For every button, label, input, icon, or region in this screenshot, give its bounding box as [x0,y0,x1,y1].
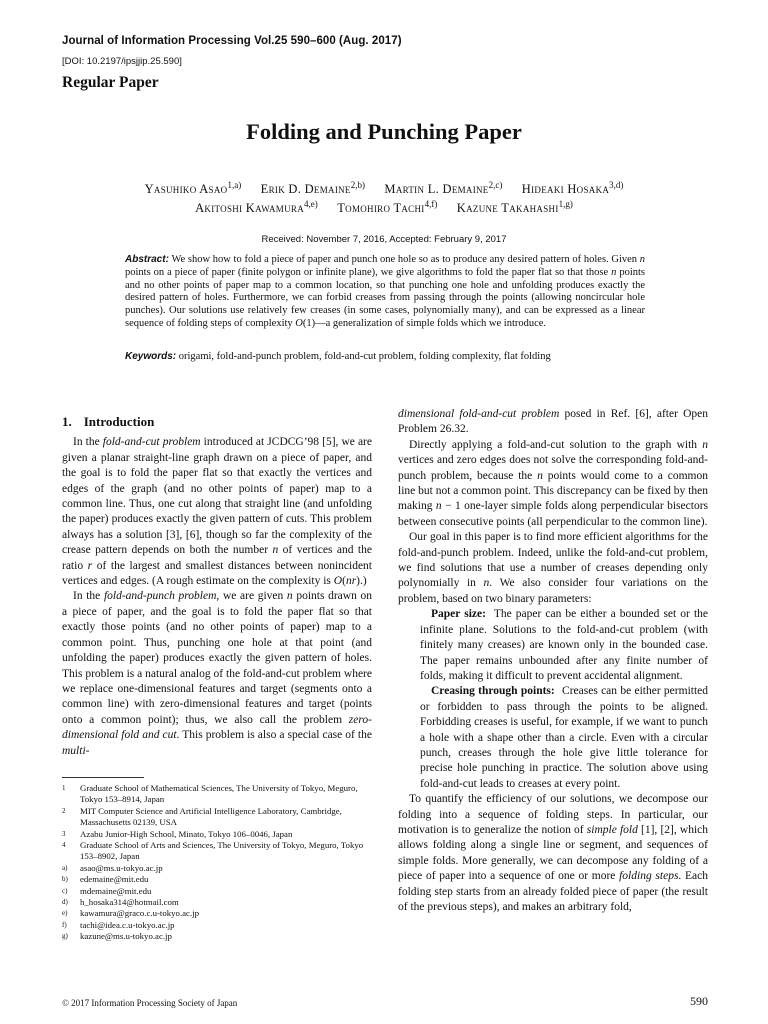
footnote [62,863,372,874]
journal-header: Journal of Information Processing Vol.25 590–600 (Aug. 2017) [62,35,402,47]
footnote-mark: c) [62,886,68,895]
author [145,182,242,196]
footnote-text: Graduate School of Mathematical Sciences, The University of Tokyo, Meguro, Tokyo 153–8914, Japan [80,783,358,805]
footnote-text: kawamura@graco.c.u-tokyo.ac.jp [80,908,199,919]
footnote [62,840,372,863]
list-item-label: Paper size: [431,608,486,621]
paragraph: dimensional fold-and-cut problem posed in Ref. [6], after Open Problem 26.32. [398,408,708,436]
footnote [62,931,372,942]
footnote-text: kazune@ms.u-tokyo.ac.jp [80,931,172,942]
paper-type: Regular Paper [62,74,159,91]
author-name: Erik D. Demaine [260,182,351,197]
footnote [62,829,372,840]
abstract-text: We show how to fold a piece of paper and punch one hole so as to produce any desired pattern of holes. Given n points on a piece of paper (finite polygon or infinite plane), we give algorithms to fold the paper flat so that those n points and no other points of paper map to a common location, so that punching one hole and unfolding produces exactly the desired pattern of holes. Furthermore, we can forbid creases from passing through the points (allowing noncircular hole punches). Our solutions use relatively few creases (in some cases, polynomially many), and can be expressed as a linear sequence of folding steps of complexity O(1)—a generalization of simple folds which we introduce. [125,254,646,329]
footnote-mark: e) [62,909,68,918]
author-affiliation-mark: 4,e) [304,199,318,209]
footnote-text: Azabu Junior-High School, Minato, Tokyo 106–0046, Japan [80,828,293,839]
paragraph: Directly applying a fold-and-cut solution to the graph with n vertices and zero edges does not solve the corresponding fold-and-punch problem, because the n points would come to a common line but not a common point. This discrepancy can be fixed by then making n − 1 one-layer simple folds along perpendicular bisectors between consecutive points (all perpendicular to the common line). [398,438,708,528]
list-item-text: Creases can be either permitted or forbidden to pass through the points to be aligned. Forbidding creases is useful, for example, if we want to punch a hole with a shape other than a circle. Even with a circular punch, creases through the hole give little tolerance for precise hole punching in practice. The solution above using fold-and-cut leads to creases at every point. [420,685,709,790]
footnote [62,908,372,919]
received-dates: Received: November 7, 2016, Accepted: February 9, 2017 [261,234,507,245]
page-number: 590 [690,994,708,1008]
footnote-mark: a) [62,863,68,872]
footnote [62,806,372,829]
author [337,201,437,215]
author-row-2 [0,199,768,216]
author-affiliation-mark: 1,a) [227,180,242,190]
footnote-mark: f) [62,920,67,929]
footnote-mark: b) [62,875,68,884]
footnotes [62,783,372,943]
list-item-text: The paper can be either a bounded set or the infinite plane. Solutions to the fold-and-cut problem (with finitely many creases) are known only in the bounded case. The paper remains unbounded after any finite number of folds, making it difficult to prevent accidental alignment. [420,608,708,682]
abstract [125,254,645,331]
footnote-mark: 1 [62,784,66,792]
footnote-text: mdemaine@mit.edu [80,885,152,896]
list-item [398,607,708,684]
author [195,201,318,215]
author-affiliation-mark: 4,f) [424,199,438,209]
author-row-1 [0,180,768,197]
author-name: Tomohiro Tachi [337,201,425,216]
author-name: Akitoshi Kawamura [195,201,305,216]
footnote-mark: 4 [62,841,66,850]
author-name: Hideaki Hosaka [521,182,610,197]
section-title: Introduction [83,414,155,429]
author-affiliation-mark: 1,g) [558,199,573,209]
footnote-mark: d) [62,898,68,907]
section-number: 1. [62,414,72,429]
doi-line: [DOI: 10.2197/ipsjjip.25.590] [62,56,182,67]
keywords [125,351,645,362]
left-column [62,414,372,759]
footnote-rule [62,777,144,778]
keywords-label: Keywords: [125,351,177,362]
footnote-text: tachi@idea.c.u-tokyo.ac.jp [80,919,175,930]
paragraph: Our goal in this paper is to find more efficient algorithms for the fold-and-punch problem. Indeed, unlike the fold-and-cut problem, we find solutions that use a number of creases depending only polynomially in n. We also consider four variations on the problem, based on two binary parameters: [398,531,708,605]
footnote [62,886,372,897]
keywords-text: origami, fold-and-punch problem, fold-and-cut problem, folding complexity, flat folding [178,351,551,362]
footnote-text: MIT Computer Science and Artificial Intelligence Laboratory, Cambridge, Massachusetts 02139, USA [80,805,342,828]
footnote-mark: 2 [62,806,66,815]
paragraph: In the fold-and-cut problem introduced at JCDCG’98 [5], we are given a planar straight-line graph drawn on a piece of paper, and the goal is to fold the paper flat so that exactly the vertices and edges of the graph (and no other points of paper) map to a common line. Thus, one cut along that straight line (and unfolding the paper) produces exactly the given pattern of cuts. This problem always has a solution [3], [6], though so far the complexity of the crease pattern depends on both the number n of vertices and the ratio r of the largest and smallest distances between nonincident vertices and edges. (A rough estimate on the complexity is O(nr).) [62,436,372,588]
footnote-text: asao@ms.u-tokyo.ac.jp [80,862,163,873]
author [261,182,365,196]
author-affiliation-mark: 2,c) [488,180,503,190]
footnote [62,783,372,806]
author-affiliation-mark: 3,d) [609,180,624,190]
abstract-label: Abstract: [125,254,169,265]
author [384,182,502,196]
footnote [62,897,372,908]
author [457,201,573,215]
footnote-text: edemaine@mit.edu [80,874,149,885]
footnote [62,874,372,885]
section-heading [62,414,372,429]
author-affiliation-mark: 2,b) [350,180,365,190]
author [522,182,624,196]
footnote-mark: 3 [62,829,66,838]
copyright-notice: © 2017 Information Processing Society of Japan [62,998,238,1008]
footnote-text: Graduate School of Arts and Sciences, The University of Tokyo, Meguro, Tokyo 153–8902, Japan [80,840,364,862]
author-name: Kazune Takahashi [456,201,559,216]
paragraph: To quantify the efficiency of our solutions, we decompose our folding into a sequence of folding steps. In particular, our motivation is to generalize the notion of simple fold [1], [2], which allows folding along a single line or segment, and sequences of simple folds. More generally, we can decompose any folding of a piece of paper into a sequence of one or more folding steps. Each folding step starts from an already folded piece of paper (the result of the previous steps), and makes an arbitrary fold, [398,793,709,913]
paper-title: Folding and Punching Paper [246,119,522,144]
footnote-mark: g) [62,932,68,941]
list-item [398,684,708,792]
footnote [62,920,372,931]
author-name: Martin L. Demaine [384,182,489,197]
paragraph: In the fold-and-punch problem, we are given n points drawn on a piece of paper, and the goal is to fold the paper flat so that exactly those points (and no other points of paper) map to a common point. Thus, punching one hole at that point (and unfolding the paper) produces exactly the given pattern of holes. This problem is a natural analog of the fold-and-cut problem where we replace one-dimensional features and target (segments onto a common line) with zero-dimensional features and target (points onto a common point); thus, we also call the problem zero-dimensional fold and cut. This problem is also a special case of the multi- [62,590,372,757]
author-name: Yasuhiko Asao [144,182,228,197]
footnote-text: h_hosaka314@hotmail.com [80,897,179,908]
right-column [398,407,708,915]
list-item-label: Creasing through points: [431,685,555,698]
